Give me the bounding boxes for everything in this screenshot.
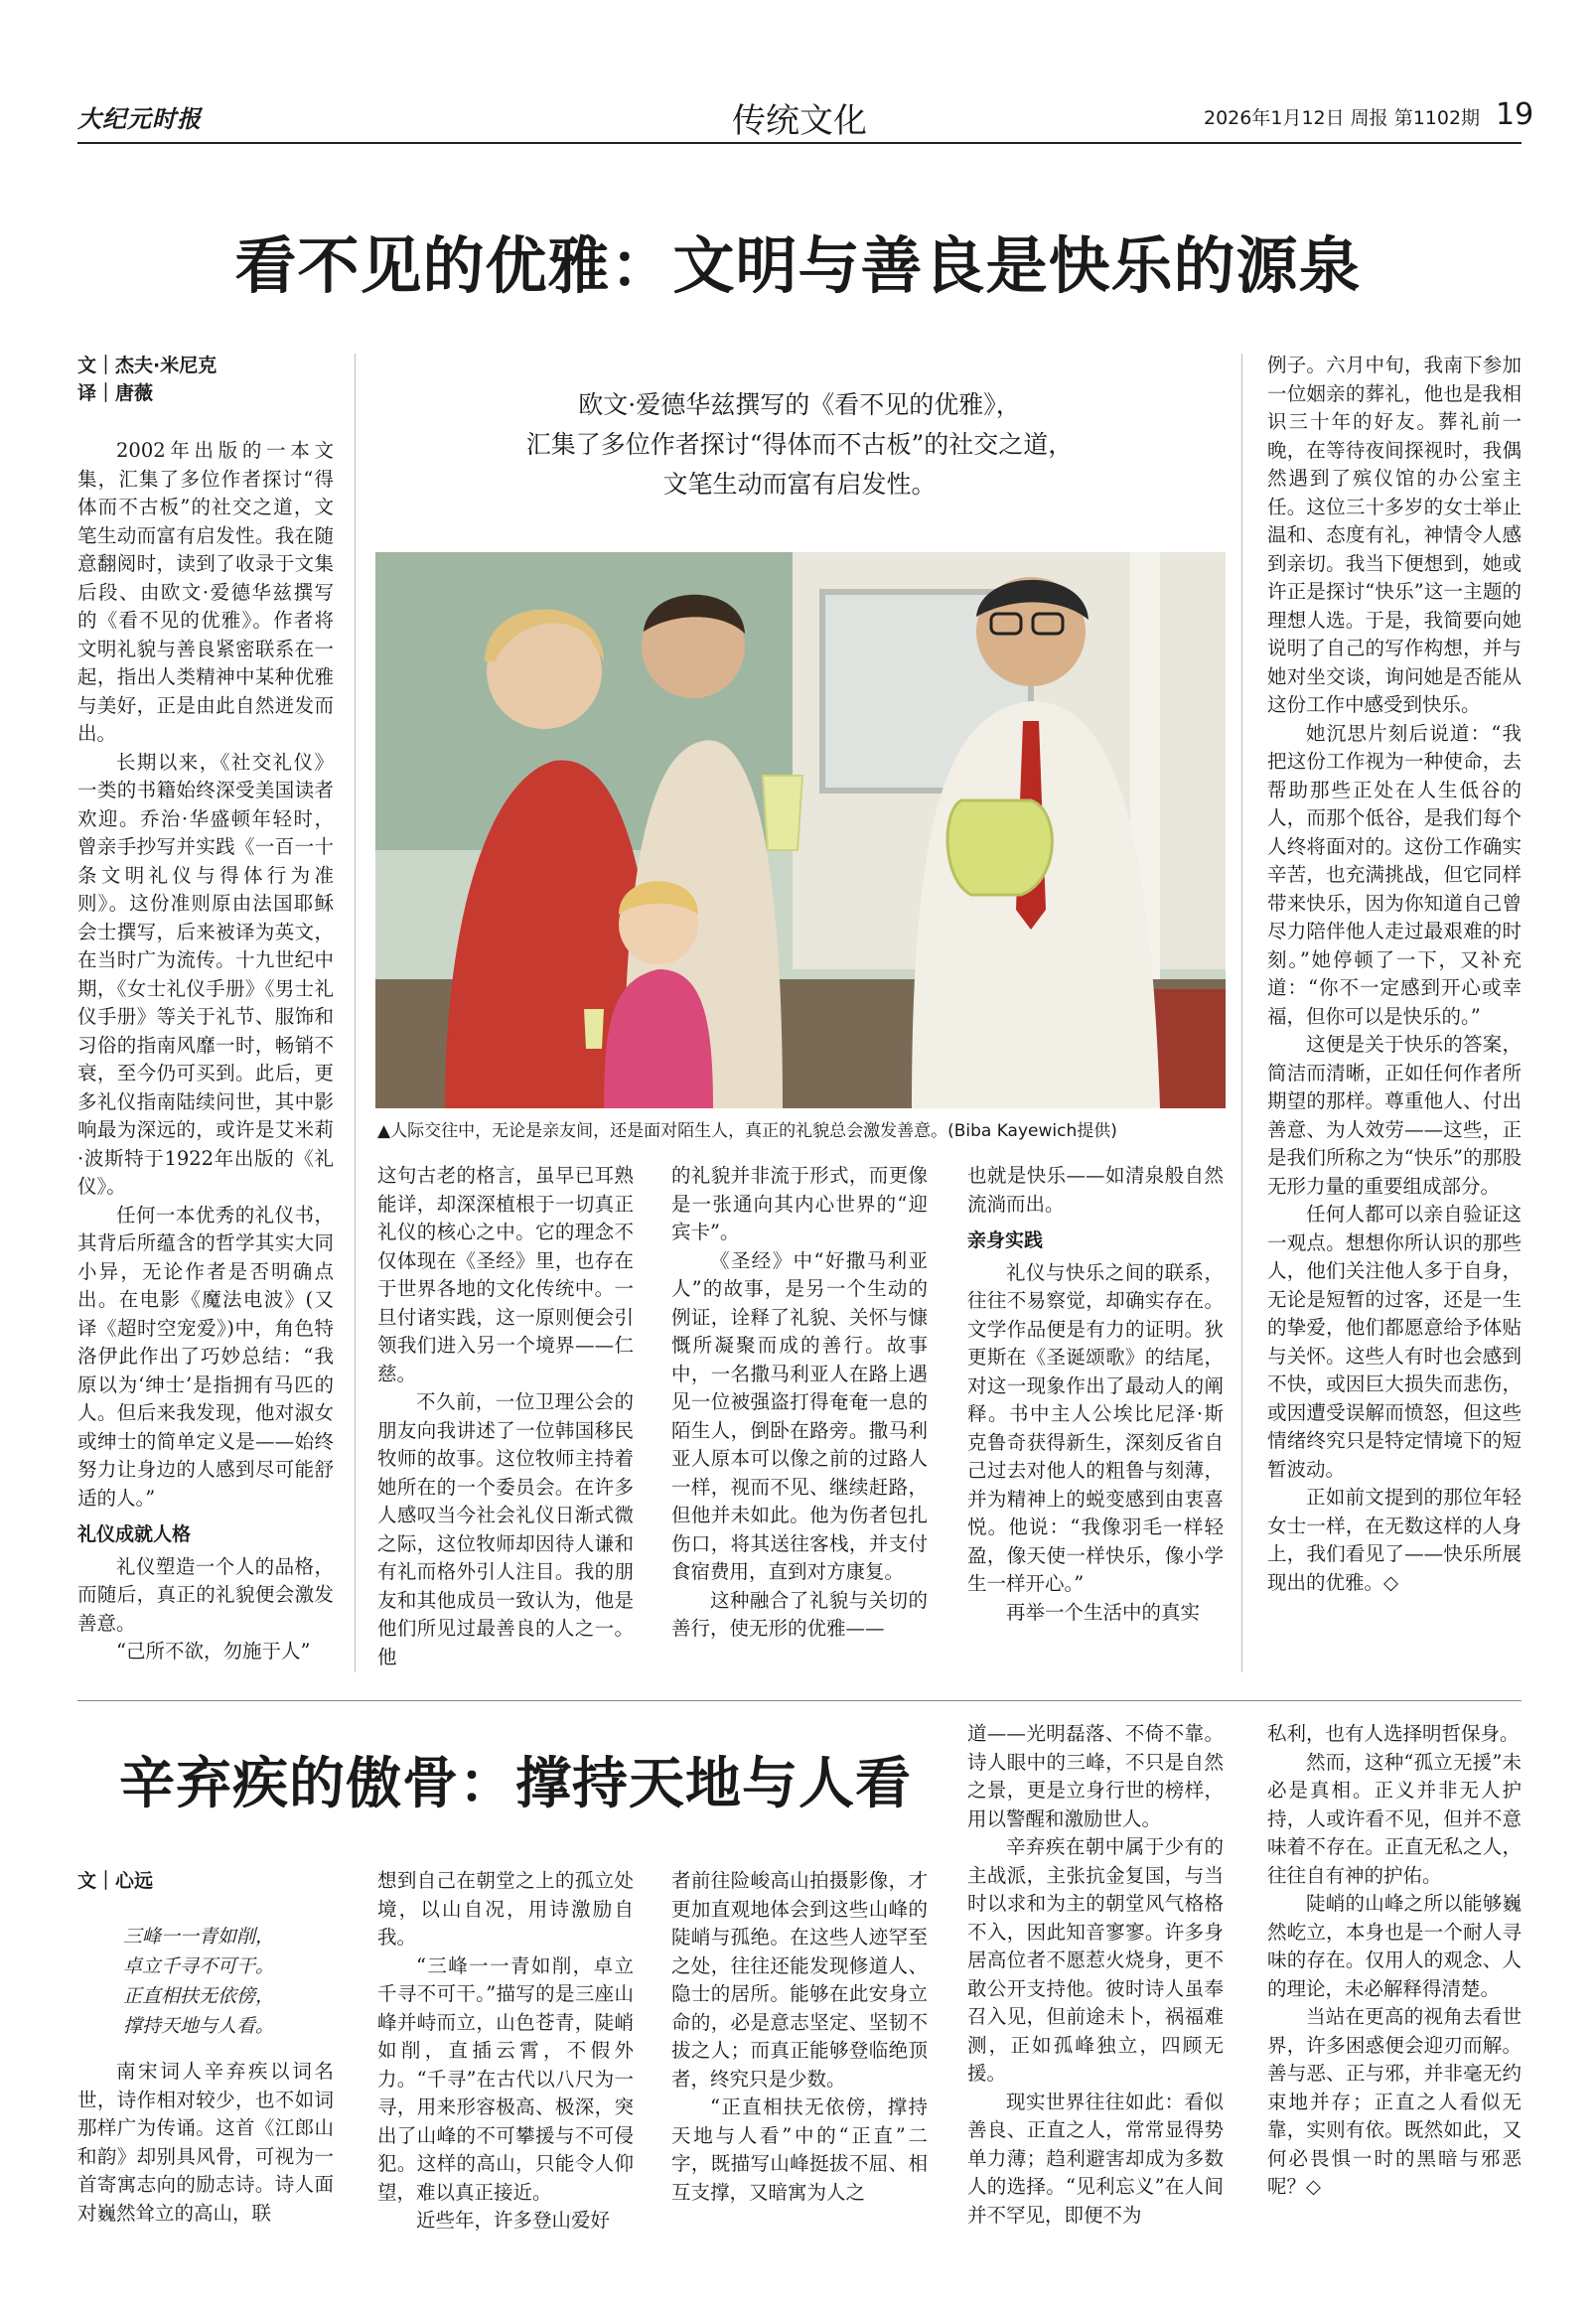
article1-column-2 [377, 1162, 634, 1671]
paragraph: “己所不欲，勿施于人” [116, 1640, 311, 1662]
column-divider [1241, 354, 1242, 1672]
paragraph: 南宋词人辛弃疾以词名世，诗作相对较少，也不如词那样广为传诵。这首《江郎山和韵》却别具风骨，可视为一首寄寓志向的励志诗。诗人面对巍然耸立的高山，联 [77, 2060, 334, 2225]
pull-quote-line: 文笔生动而富有启发性。 [662, 470, 937, 499]
article1-column-4 [967, 1162, 1224, 1627]
translator-line: 译｜唐薇 [77, 382, 154, 404]
page-number: 19 [1496, 97, 1534, 132]
article-illustration [375, 552, 1226, 1108]
paragraph: 不久前，一位卫理公会的朋友向我讲述了一位韩国移民牧师的故事。这位牧师主持着她所在的一个委员会。在许多人感叹当今社会礼仪日渐式微之际，这位牧师却因待人谦和有礼而格外引人注目。我的朋友和其他成员一致认为，他是他们所见过最善良的人之一。他 [377, 1390, 634, 1668]
article1-headline: 看不见的优雅：文明与善良是快乐的源泉 [234, 229, 1362, 302]
paragraph: 《圣经》中“好撒马利亚人”的故事，是另一个生动的例证，诠释了礼貌、关怀与慷慨所凝聚而成的善行。故事中，一名撒马利亚人在路上遇见一位被强盗打得奄奄一息的陌生人，倒卧在路旁。撒马利亚人原本可以像之前的过路人一样，视而不见、继续赶路，但他并未如此。他为伤者包扎伤口，将其送往客栈，并支付食宿费用，直到对方康复。 [671, 1248, 928, 1583]
issue-dateline: 2026年1月12日 周报 第1102期 [1204, 107, 1481, 129]
paragraph: 想到自己在朝堂之上的孤立处境，以山自况，用诗激励自我。 [377, 1869, 634, 1949]
paragraph: 也就是快乐——如清泉般自然流淌而出。 [967, 1164, 1224, 1216]
article1-column-3 [671, 1162, 928, 1644]
subheading: 礼仪成就人格 [77, 1523, 192, 1545]
paragraph: “正直相扶无依傍，撑持天地与人看”中的“正直”二字，既描写山峰挺拔不屈、相互支撑，又暗寓为人之 [671, 2095, 928, 2204]
article2-column-1 [77, 2058, 334, 2228]
paragraph: 再举一个生活中的真实 [1006, 1600, 1201, 1624]
poem-line: 正直相扶无依傍， [123, 1985, 275, 2007]
masthead-logo: 大纪元时报 [77, 104, 202, 133]
article2-byline: 文｜心远 [77, 1870, 154, 1892]
paragraph: 现实世界往往如此：看似善良、正直之人，常常显得势单力薄；趋利避害却成为多数人的选择。“见利忘义”在人间并不罕见，即便不为 [967, 2090, 1224, 2227]
paragraph: 道——光明磊落、不倚不靠。诗人眼中的三峰，不只是自然之景，更是立身行世的榜样，用以警醒和激励世人。 [967, 1722, 1224, 1830]
column-divider [355, 354, 356, 1672]
section-title: 传统文化 [732, 101, 867, 141]
paragraph: 礼仪与快乐之间的联系，往往不易察觉，却确实存在。文学作品便是有力的证明。狄更斯在《圣诞颂歌》的结尾，对这一现象作出了最动人的阐释。书中主人公埃比尼泽·斯克鲁奇获得新生，深刻反省自己过去对他人的粗鲁与刻薄，并为精神上的蜕变感到由衷喜悦。他说：“我像羽毛一样轻盈，像天使一样快乐，像小学生一样开心。” [967, 1260, 1224, 1595]
paragraph: 私利，也有人选择明哲保身。 [1267, 1722, 1520, 1745]
paragraph: 这便是关于快乐的答案，简洁而清晰，正如任何作者所期望的那样。尊重他人、付出善意、为人效劳——这些，正是我们所称之为“快乐”的那股无形力量的重要组成部分。 [1267, 1033, 1522, 1198]
article2-headline: 辛弃疾的傲骨：撑持天地与人看 [119, 1751, 912, 1816]
article2-column-4 [967, 1720, 1224, 2230]
paragraph: 这种融合了礼貌与关切的善行，使无形的优雅—— [671, 1588, 928, 1640]
article2-column-2 [377, 1867, 634, 2236]
article1-byline [77, 352, 217, 407]
paragraph: 者前往险峻高山拍摄影像，才更加直观地体会到这些山峰的陡峭与孤绝。在这些人迹罕至之处，往往还能发现修道人、隐士的居所。能够在此安身立命的，必是意志坚定、坚韧不拔之人；而真正能够登临绝顶者，终究只是少数。 [671, 1869, 928, 2091]
paragraph: 例子。六月中旬，我南下参加一位姻亲的葬礼，他也是我相识三十年的好友。葬礼前一晚，在等待夜间探视时，我偶然遇到了殡仪馆的办公室主任。这位三十多岁的女士举止温和、态度有礼，神情令人感到亲切。我当下便想到，她或许正是探讨“快乐”这一主题的理想人选。于是，我简要向她说明了自己的写作构想，并与她对坐交谈，询问她是否能从这份工作中感受到快乐。 [1267, 354, 1522, 716]
article2-column-5 [1267, 1720, 1522, 2202]
paragraph: 任何人都可以亲自验证这一观点。想想你所认识的那些人，他们关注他人多于自身，无论是短暂的过客，还是一生的挚爱，他们都愿意给予体贴与关怀。这些人有时也会感到不快，或因巨大损失而悲伤，或因遭受误解而愤怒，但这些情绪终究只是特定情境下的短暂波动。 [1267, 1203, 1522, 1481]
subheading: 亲身实践 [967, 1229, 1044, 1251]
paragraph: 2002年出版的一本文集，汇集了多位作者探讨“得体而不古板”的社交之道，文笔生动而富有启发性。我在随意翻阅时，读到了收录于文集后段、由欧文·爱德华兹撰写的《看不见的优雅》。作者将文明礼貌与善良紧密联系在一起，指出人类精神中某种优雅与美好，正是由此自然迸发而出。 [77, 439, 334, 745]
pull-quote-line: 汇集了多位作者探讨“得体而不古板”的社交之道， [525, 430, 1074, 459]
article-separator [77, 1700, 1522, 1701]
poem-line: 卓立千寻不可干。 [123, 1955, 275, 1977]
pull-quote-line: 欧文·爱德华兹撰写的《看不见的优雅》， [578, 390, 1021, 419]
illustration-painting [375, 552, 1226, 1108]
paragraph: 长期以来，《社交礼仪》一类的书籍始终深受美国读者欢迎。乔治·华盛顿年轻时，曾亲手抄写并实践《一百一十条文明礼仪与得体行为准则》。这份准则原由法国耶稣会士撰写，后来被译为英文，在当时广为流传。十九世纪中期，《女士礼仪手册》《男士礼仪手册》等关于礼节、服饰和习俗的指南风靡一时，畅销不衰，至今仍可买到。此后，更多礼仪指南陆续问世，其中影响最为深远的，或许是艾米莉·波斯特于1922年出版的《礼仪》。 [77, 750, 334, 1198]
paragraph: 辛弃疾在朝中属于少有的主战派，主张抗金复国，与当时以求和为主的朝堂风气格格不入，因此知音寥寥。许多身居高位者不愿惹火烧身，更不敢公开支持他。彼时诗人虽奉召入见，但前途未卜，祸福难测，正如孤峰独立，四顾无援。 [967, 1835, 1224, 2085]
poem-line: 撑持天地与人看。 [123, 2015, 275, 2037]
article2-column-3 [671, 1867, 928, 2207]
paragraph: 近些年，许多登山爱好 [416, 2209, 611, 2232]
paragraph: “三峰一一青如削，卓立千寻不可干。”描写的是三座山峰并峙而立，山色苍青，陡峭如削，直插云霄，不假外力。“千寻”在古代以八尺为一寻，用来形容极高、极深，突出了山峰的不可攀援与不可侵犯。这样的高山，只能令人仰望，难以真正接近。 [377, 1953, 634, 2204]
author-line: 文｜杰夫·米尼克 [77, 355, 218, 376]
paragraph: 礼仪塑造一个人的品格，而随后，真正的礼貌便会激发善意。 [77, 1554, 334, 1635]
pull-quote [377, 385, 1222, 505]
illustration-caption: ▲人际交往中，无论是亲友间，还是面对陌生人，真正的礼貌总会激发善意。(Biba Kayewich提供) [377, 1121, 1117, 1141]
paragraph: 当站在更高的视角去看世界，许多困惑便会迎刃而解。善与恶、正与邪，并非毫无约束地并存；正直之人看似无靠，实则有依。既然如此，又何必畏惧一时的黑暗与邪恶呢？◇ [1267, 2005, 1522, 2198]
header-rule [77, 142, 1522, 144]
poem-line: 三峰一一青如削， [123, 1926, 275, 1948]
paragraph: 她沉思片刻后说道：“我把这份工作视为一种使命，去帮助那些正处在人生低谷的人，而那个低谷，是我们每个人终将面对的。这份工作确实辛苦，也充满挑战，但它同样带来快乐，因为你知道自己曾尽力陪伴他人走过最艰难的时刻。”她停顿了一下，又补充道：“你不一定感到开心或幸福，但你可以是快乐的。” [1267, 721, 1522, 1028]
article1-column-1 [77, 437, 334, 1666]
article1-column-5 [1267, 352, 1522, 1597]
paragraph: 任何一本优秀的礼仪书，其背后所蕴含的哲学其实大同小异，无论作者是否明确点出。在电影《魔法电波》(又译《超时空宠爱》)中，角色特洛伊此作出了巧妙总结：“我原以为‘绅士’是指拥有马匹的人。但后来我发现，他对淑女或绅士的简单定义是——始终努力让身边的人感到尽可能舒适的人。” [77, 1203, 334, 1510]
paragraph: 然而，这种“孤立无援”未必是真相。正义并非无人护持，人或许看不见，但并不意味着不存在。正直无私之人，往往自有神的护佑。 [1267, 1750, 1522, 1887]
paragraph: 这句古老的格言，虽早已耳熟能详，却深深植根于一切真正礼仪的核心之中。它的理念不仅体现在《圣经》里，也存在于世界各地的文化传统中。一旦付诸实践，这一原则便会引领我们进入另一个境界——仁慈。 [377, 1164, 634, 1385]
paragraph: 陡峭的山峰之所以能够巍然屹立，本身也是一个耐人寻味的存在。仅用人的观念、人的理论，未必解释得清楚。 [1267, 1892, 1522, 2000]
paragraph: 正如前文提到的那位年轻女士一样，在无数这样的人身上，我们看见了——快乐所展现出的优雅。◇ [1267, 1486, 1522, 1594]
poem-block [123, 1922, 274, 2041]
paragraph: 的礼貌并非流于形式，而更像是一张通向其内心世界的“迎宾卡”。 [671, 1164, 928, 1243]
